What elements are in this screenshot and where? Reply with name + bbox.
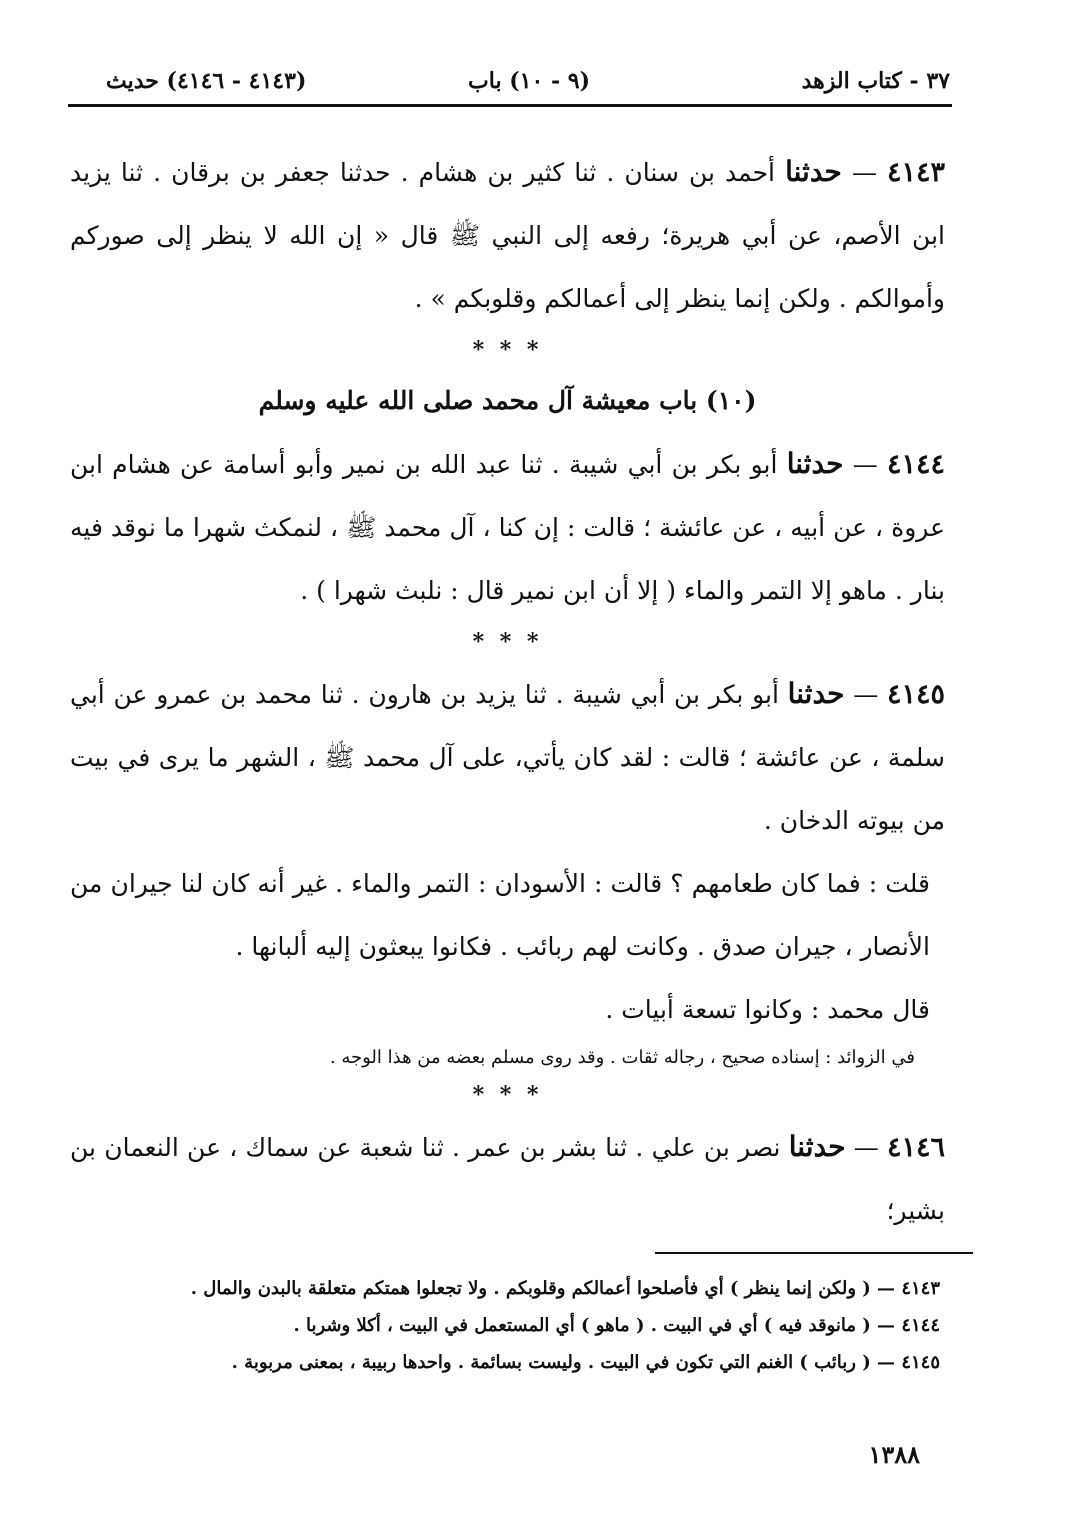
hadith-text: نصر بن علي . ثنا بشر بن عمر . ثنا شعبة عن سماك ، عن النعمان بن بشير؛ [70, 1133, 945, 1225]
hadith-dash: — [851, 158, 877, 187]
hadith-text: أبو بكر بن أبي شيبة . ثنا عبد الله بن نمير وأبو أسامة عن هشام ابن عروة ، عن أبيه ، عن عائشة ؛ قالت : إن كنا ، آل محمد ﷺ ، لنمكث شهرا ما نوقد فيه بنار . ماهو إلا التمر والماء ( إلا أن ابن نمير قال : نلبث شهرا ) . [70, 450, 945, 605]
hadith-text: أبو بكر بن أبي شيبة . ثنا يزيد بن هارون . ثنا محمد بن عمرو عن أبي سلمة ، عن عائشة ؛ قالت : لقد كان يأتي، على آل محمد ﷺ ، الشهر ما يرى في بيت من بيوته الدخان . [70, 680, 945, 835]
footnote-4145: ٤١٤٥ — ( ربائب ) الغنم التي تكون في البيت . وليست بسائمة . واحدها ربيبة ، بمعنى مربوبة . [231, 1352, 940, 1373]
hadith-dash: — [853, 680, 879, 709]
footnote-4143: ٤١٤٣ — ( ولكن إنما ينظر ) أي فأصلحوا أعمالكم وقلوبكم . ولا تجعلوا همتكم متعلقة بالبدن والمال . [190, 1278, 940, 1299]
hadith-number: ٤١٤٤ [886, 449, 945, 480]
header-book-title: ٣٧ - كتاب الزهد [801, 68, 950, 94]
hadith-4145 [70, 662, 945, 852]
hadith-opening: حدثنا [788, 1130, 846, 1163]
hadith-4145-muhammad-note: قال محمد : وكانوا تسعة أبيات . [605, 995, 930, 1024]
chapter-heading: (١٠) باب معيشة آل محمد صلى الله عليه وسلم [258, 386, 757, 415]
hadith-number: ٤١٤٣ [887, 157, 946, 188]
header-hadith-range: (٤١٤٣ - ٤١٤٦) حديث [106, 68, 307, 94]
hadith-4146 [70, 1115, 945, 1242]
hadith-4143 [70, 140, 945, 330]
footnote-divider [655, 1252, 973, 1254]
hadith-text: أحمد بن سنان . ثنا كثير بن هشام . حدثنا جعفر بن برقان . ثنا يزيد ابن الأصم، عن أبي هريرة؛ رفعه إلى النبي ﷺ قال « إن الله لا ينظر إلى صوركم وأموالكم . ولكن إنما ينظر إلى أعمالكم وقلوبكم » . [70, 158, 945, 313]
hadith-4144 [70, 432, 945, 622]
running-header [70, 62, 950, 104]
hadith-opening: حدثنا [785, 155, 842, 188]
page-number: ١٣٨٨ [868, 1440, 920, 1469]
hadith-number: ٤١٤٥ [886, 679, 945, 710]
main-text [70, 140, 945, 1242]
hadith-dash: — [853, 1133, 879, 1162]
separator-stars: * * * [472, 1082, 543, 1108]
hadith-number: ٤١٤٦ [887, 1132, 946, 1163]
hadith-opening: حدثنا [787, 677, 845, 710]
hadith-dash: — [852, 450, 878, 479]
header-divider [68, 104, 952, 107]
header-chapter-range: (٩ - ١٠) باب [468, 68, 590, 94]
hadith-4145-continuation: قلت : فما كان طعامهم ؟ قالت : الأسودان : التمر والماء . غير أنه كان لنا جيران من الأنصار ، جيران صدق . وكانت لهم ربائب . فكانوا يبعثون إليه ألبانها . [70, 869, 930, 961]
hadith-opening: حدثنا [786, 447, 844, 480]
separator-stars: * * * [472, 337, 543, 363]
footnote-4144: ٤١٤٤ — ( مانوقد فيه ) أي في البيت . ( ماهو ) أي المستعمل في البيت ، أكلا وشربا . [293, 1315, 940, 1336]
footnotes [100, 1270, 940, 1381]
zawaid-note: في الزوائد : إسناده صحيح ، رجاله ثقات . وقد روى مسلم بعضه من هذا الوجه . [329, 1047, 915, 1068]
separator-stars: * * * [472, 629, 543, 655]
